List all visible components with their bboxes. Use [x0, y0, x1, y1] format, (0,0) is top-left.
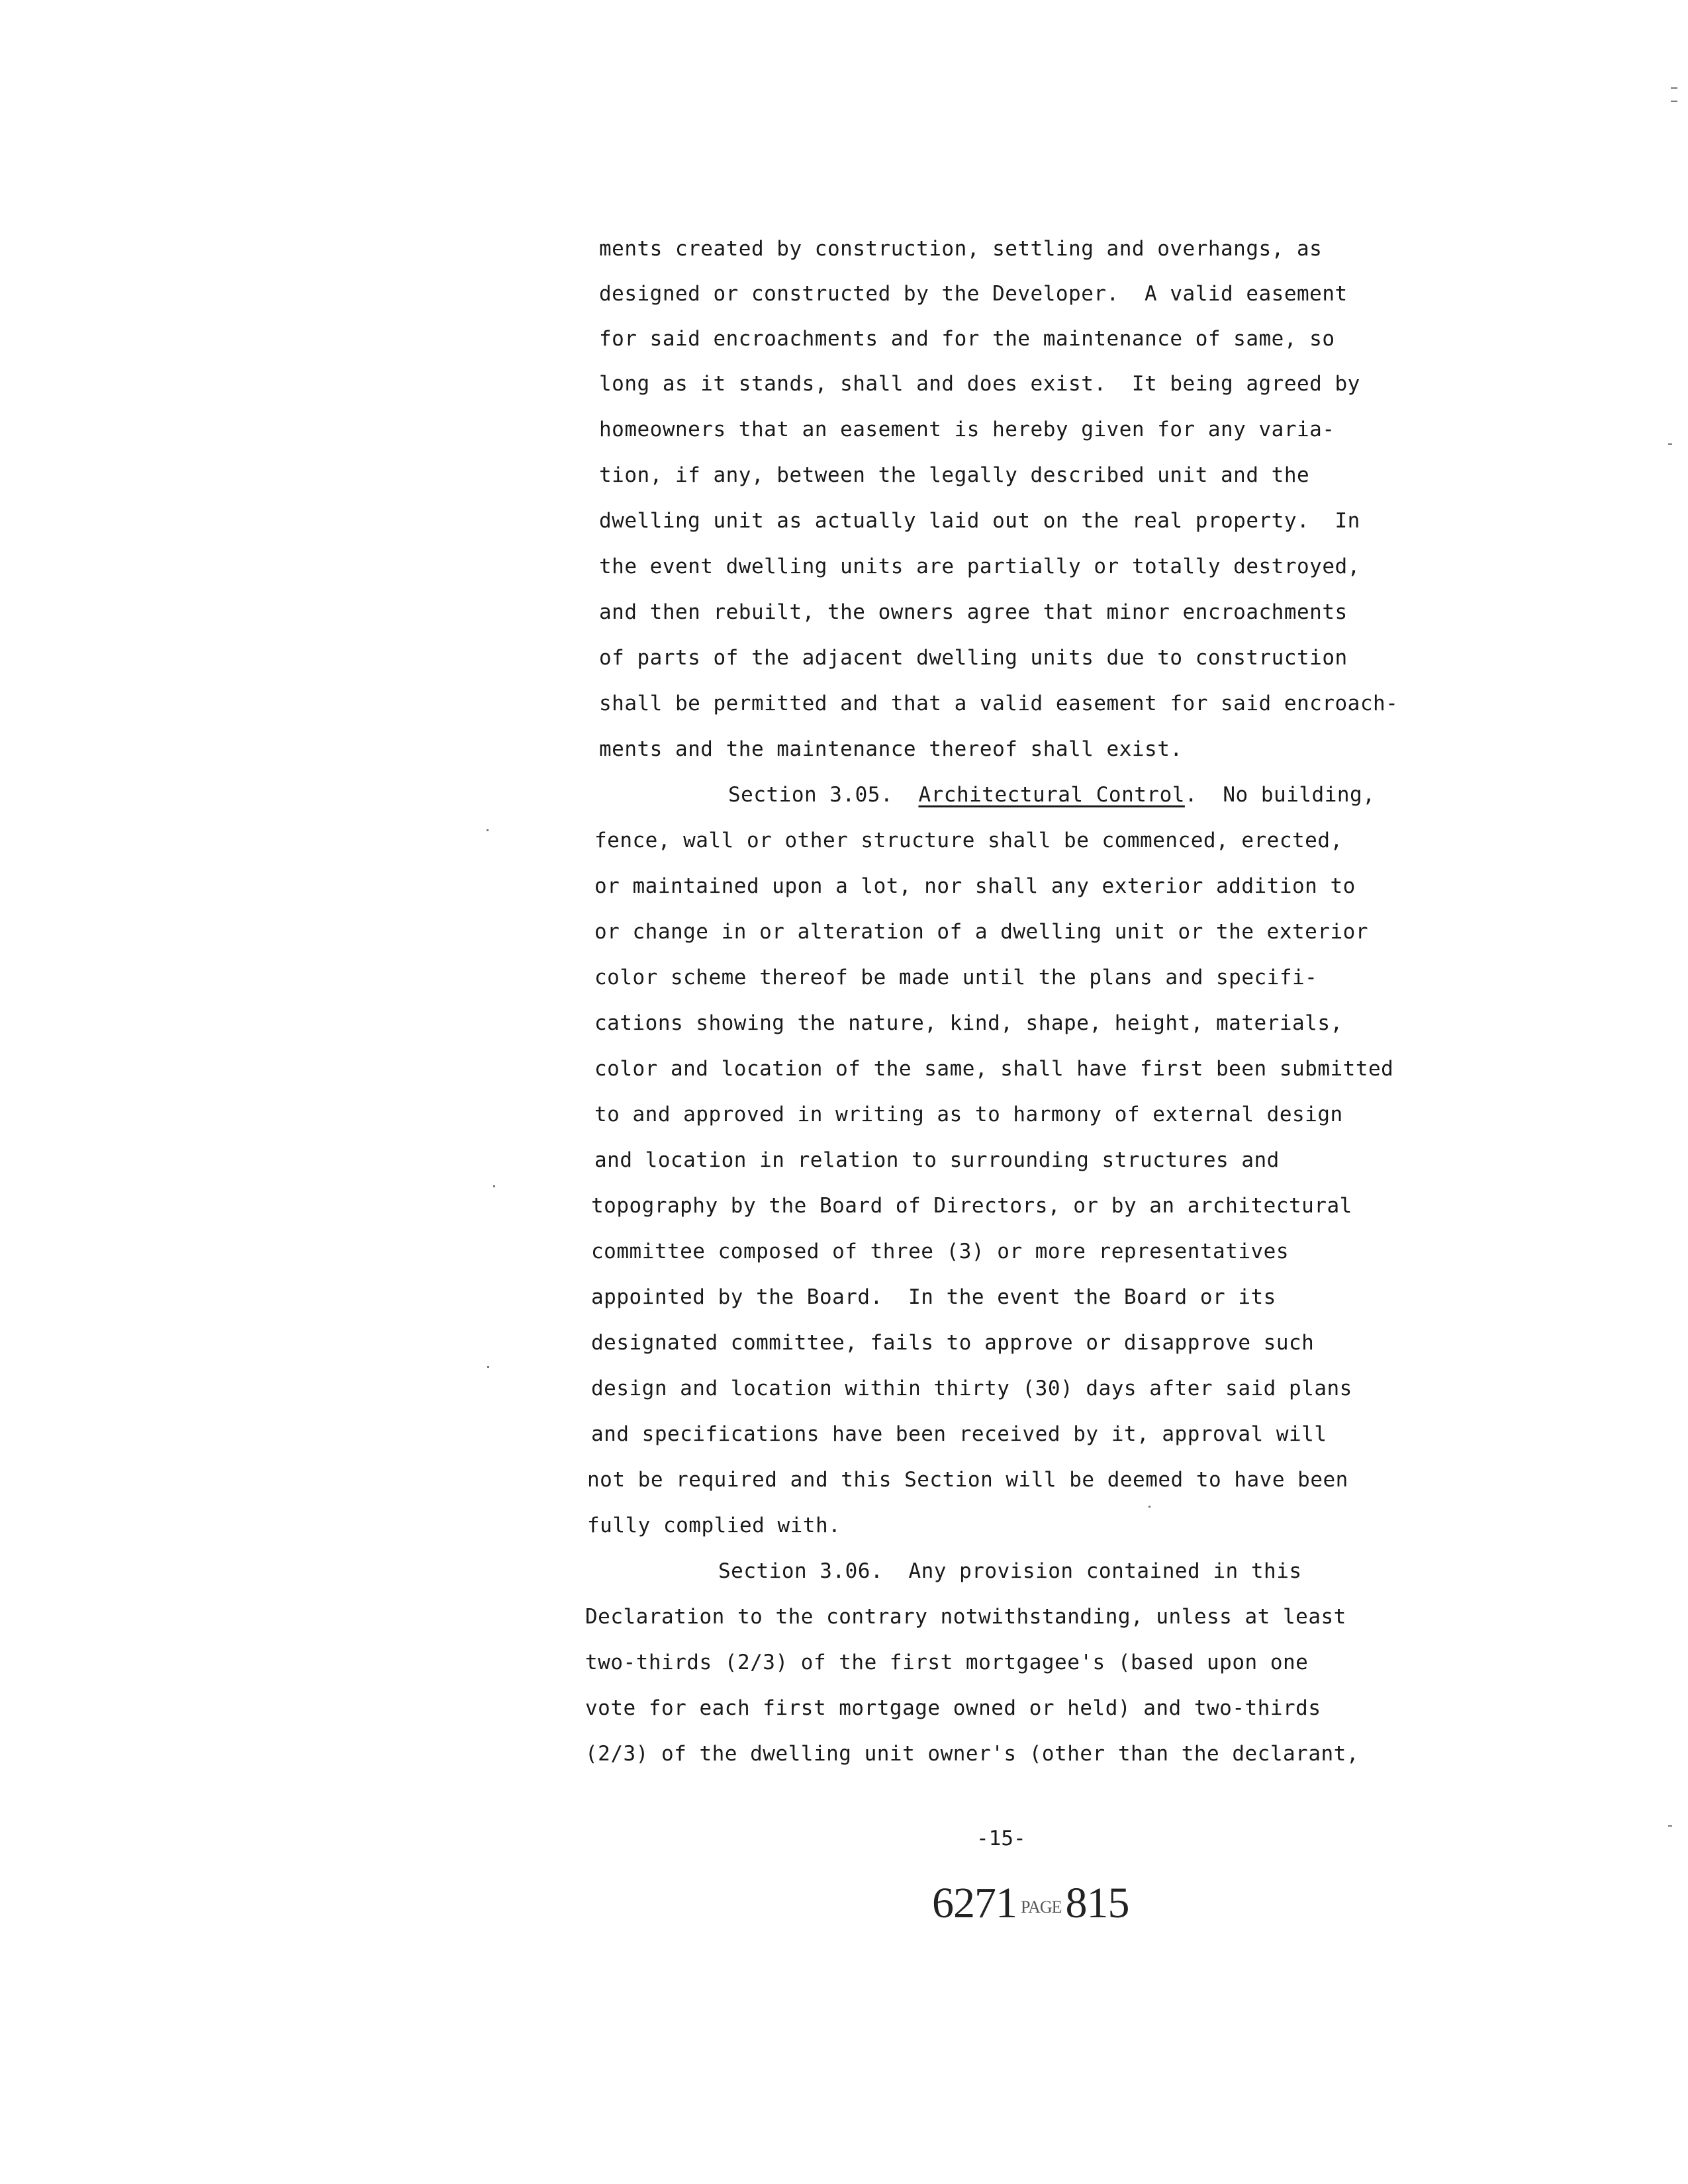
body-line: and location in relation to surrounding structures and [594, 1148, 1280, 1172]
body-line: for said encroachments and for the maintenance of same, so [599, 327, 1335, 351]
body-line: and specifications have been received by it, approval will [591, 1422, 1327, 1446]
section-title: Architectural Control [918, 783, 1185, 807]
book-page-stamp [932, 1878, 1129, 1929]
scan-mark [1668, 443, 1672, 445]
body-line: design and location within thirty (30) days after said plans [591, 1377, 1352, 1400]
body-line: fully complied with. [587, 1514, 841, 1537]
body-line: color scheme thereof be made until the plans and specifi- [594, 966, 1318, 989]
body-line: shall be permitted and that a valid easement for said encroach- [599, 692, 1399, 715]
body-line: and then rebuilt, the owners agree that minor encroachments [599, 600, 1348, 624]
body-line: ments created by construction, settling and overhangs, as [599, 237, 1323, 261]
stamp-page-number: 815 [1065, 1879, 1129, 1927]
body-line: designed or constructed by the Developer. A valid easement [599, 282, 1348, 306]
body-line: designated committee, fails to approve or disapprove such [591, 1331, 1315, 1355]
body-line: color and location of the same, shall have first been submitted [594, 1057, 1394, 1081]
body-line: committee composed of three (3) or more representatives [591, 1240, 1289, 1263]
scan-speck [1149, 1506, 1150, 1508]
page-number: -15- [976, 1827, 1026, 1850]
body-line: of parts of the adjacent dwelling units due to construction [599, 646, 1348, 670]
body-line: dwelling unit as actually laid out on the real property. In [599, 509, 1360, 533]
section-heading-rest: . No building, [1184, 783, 1376, 807]
scan-speck [493, 1185, 495, 1187]
body-line: Declaration to the contrary notwithstanding, unless at least [585, 1605, 1346, 1629]
body-line: homeowners that an easement is hereby given for any varia- [599, 418, 1335, 441]
section-3-06-heading-line: Section 3.06. Any provision contained in this [718, 1559, 1302, 1583]
body-line: tion, if any, between the legally described unit and the [599, 463, 1310, 487]
body-line: fence, wall or other structure shall be commenced, erected, [594, 829, 1343, 852]
body-line: the event dwelling units are partially or totally destroyed, [599, 555, 1360, 578]
body-line: or maintained upon a lot, nor shall any exterior addition to [594, 874, 1356, 898]
page-label: PAGE [1021, 1897, 1062, 1917]
body-line: not be required and this Section will be deemed to have been [587, 1468, 1348, 1492]
scan-mark [1671, 87, 1677, 89]
body-line: long as it stands, shall and does exist. It being agreed by [599, 372, 1360, 396]
body-line: two-thirds (2/3) of the first mortgagee's (based upon one [585, 1651, 1309, 1674]
scan-speck [487, 1366, 489, 1368]
scan-mark [1671, 101, 1677, 102]
body-line: appointed by the Board. In the event the Board or its [591, 1285, 1276, 1309]
book-number: 6271 [932, 1879, 1017, 1927]
body-line: topography by the Board of Directors, or by an architectural [591, 1194, 1352, 1218]
body-line: cations showing the nature, kind, shape, height, materials, [594, 1011, 1343, 1035]
section-3-05-heading-line [728, 783, 1375, 807]
body-line: to and approved in writing as to harmony of external design [594, 1103, 1343, 1126]
body-line: (2/3) of the dwelling unit owner's (other than the declarant, [585, 1742, 1359, 1766]
section-label: Section 3.05. [728, 783, 894, 807]
body-line: vote for each first mortgage owned or held) and two-thirds [585, 1696, 1321, 1720]
scan-speck [487, 829, 489, 831]
scan-mark [1668, 1825, 1672, 1827]
body-line: or change in or alteration of a dwelling unit or the exterior [594, 920, 1368, 944]
body-line: ments and the maintenance thereof shall exist. [599, 737, 1183, 761]
